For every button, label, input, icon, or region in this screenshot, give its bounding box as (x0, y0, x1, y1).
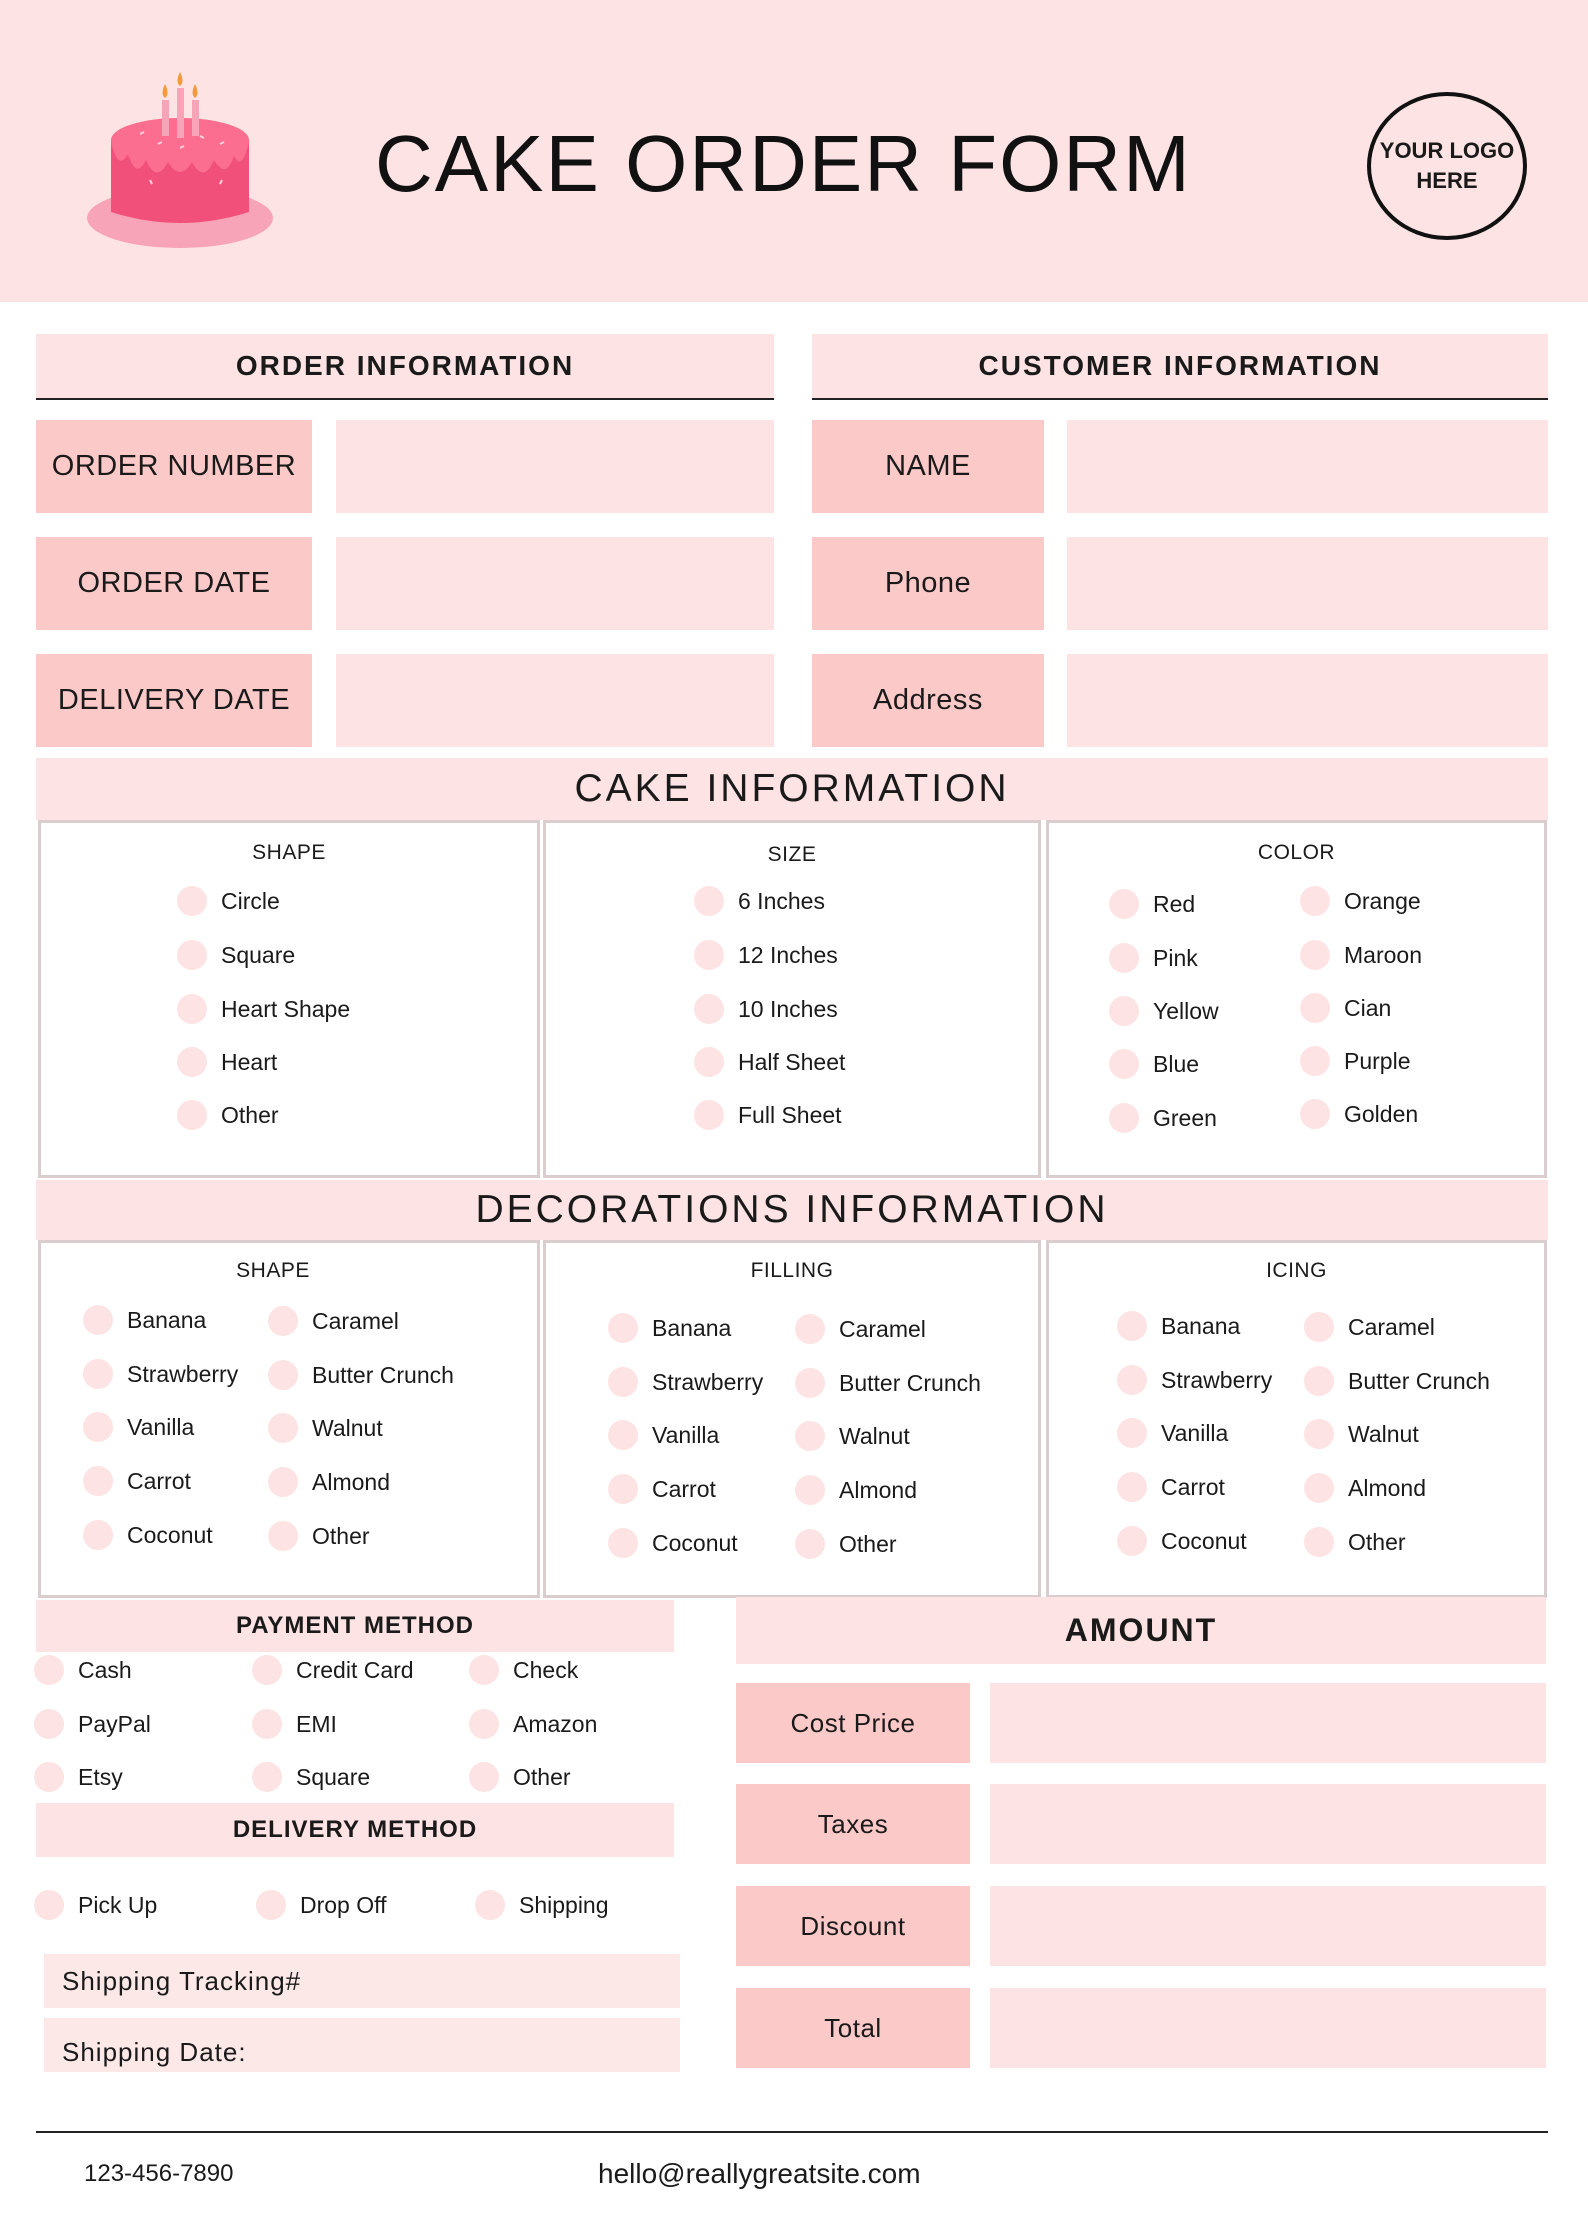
payment-emi[interactable]: EMI (252, 1709, 337, 1739)
radio-circle[interactable] (1117, 1526, 1147, 1556)
flame-right (193, 84, 198, 98)
radio-circle[interactable] (1300, 886, 1330, 916)
delivery-shipping[interactable]: Shipping (475, 1890, 609, 1920)
radio-circle[interactable] (608, 1420, 638, 1450)
cake-icon (80, 72, 280, 258)
radio-circle[interactable] (1304, 1419, 1334, 1449)
option-green[interactable]: Green (1109, 1103, 1217, 1133)
delivery-method-heading: DELIVERY METHOD (36, 1803, 674, 1857)
radio-circle[interactable] (608, 1367, 638, 1397)
radio-circle[interactable] (694, 886, 724, 916)
radio-circle[interactable] (694, 940, 724, 970)
radio-circle[interactable] (83, 1466, 113, 1496)
option-heart-shape[interactable]: Heart Shape (177, 994, 350, 1024)
decor-shape-vanilla[interactable]: Vanilla (83, 1412, 194, 1442)
icing-strawberry[interactable]: Strawberry (1117, 1365, 1272, 1395)
cake-size-panel (543, 820, 1041, 1178)
radio-circle[interactable] (608, 1313, 638, 1343)
radio-circle[interactable] (608, 1474, 638, 1504)
decor-shape-other[interactable]: Other (268, 1521, 370, 1551)
cake-color-panel (1046, 820, 1547, 1178)
radio-circle[interactable] (795, 1421, 825, 1451)
radio-circle[interactable] (1109, 1103, 1139, 1133)
option-12-inches[interactable]: 12 Inches (694, 940, 838, 970)
decor-shape-almond[interactable]: Almond (268, 1467, 390, 1497)
radio-circle[interactable] (177, 886, 207, 916)
filling-butter-crunch[interactable]: Butter Crunch (795, 1368, 981, 1398)
option-6-inches[interactable]: 6 Inches (694, 886, 825, 916)
radio-circle[interactable] (83, 1359, 113, 1389)
decorations-heading: DECORATIONS INFORMATION (36, 1180, 1548, 1240)
radio-circle[interactable] (1117, 1365, 1147, 1395)
radio-circle[interactable] (268, 1413, 298, 1443)
icing-other[interactable]: Other (1304, 1527, 1406, 1557)
radio-circle[interactable] (795, 1314, 825, 1344)
radio-circle[interactable] (34, 1709, 64, 1739)
radio-circle[interactable] (795, 1529, 825, 1559)
discount-label: Discount (736, 1886, 970, 1966)
radio-circle[interactable] (1117, 1472, 1147, 1502)
option-cian[interactable]: Cian (1300, 993, 1391, 1023)
taxes-field[interactable] (990, 1784, 1546, 1864)
option-half-sheet[interactable]: Half Sheet (694, 1047, 845, 1077)
radio-circle[interactable] (1109, 889, 1139, 919)
candle-left (162, 100, 169, 136)
radio-circle[interactable] (475, 1890, 505, 1920)
footer-phone: 123-456-7890 (84, 2160, 234, 2187)
cost-price-label: Cost Price (736, 1683, 970, 1763)
icing-carrot[interactable]: Carrot (1117, 1472, 1225, 1502)
radio-circle[interactable] (1300, 940, 1330, 970)
radio-circle[interactable] (694, 994, 724, 1024)
delivery-date-field[interactable] (336, 654, 774, 747)
delivery-drop-off[interactable]: Drop Off (256, 1890, 387, 1920)
radio-circle[interactable] (252, 1709, 282, 1739)
option-square[interactable]: Square (177, 940, 295, 970)
candle-middle (177, 88, 184, 138)
option-circle[interactable]: Circle (177, 886, 280, 916)
total-field[interactable] (990, 1988, 1546, 2068)
filling-coconut[interactable]: Coconut (608, 1528, 738, 1558)
payment-method-heading: PAYMENT METHOD (36, 1600, 674, 1652)
cake-shape-title: SHAPE (252, 841, 326, 864)
radio-circle[interactable] (1117, 1311, 1147, 1341)
payment-other[interactable]: Other (469, 1762, 571, 1792)
radio-circle[interactable] (694, 1047, 724, 1077)
filling-title: FILLING (750, 1259, 834, 1282)
cake-shape-panel (38, 820, 540, 1178)
radio-circle[interactable] (795, 1368, 825, 1398)
radio-circle[interactable] (83, 1412, 113, 1442)
shipping-tracking-field[interactable] (44, 1954, 680, 2008)
payment-credit-card[interactable]: Credit Card (252, 1655, 414, 1685)
radio-circle[interactable] (469, 1655, 499, 1685)
filling-panel (543, 1240, 1041, 1598)
payment-cash[interactable]: Cash (34, 1655, 132, 1685)
decor-shape-title: SHAPE (236, 1259, 310, 1282)
logo-text-line2: HERE (1416, 168, 1478, 193)
radio-circle[interactable] (177, 1047, 207, 1077)
radio-circle[interactable] (608, 1528, 638, 1558)
radio-circle[interactable] (1300, 993, 1330, 1023)
amount-heading: AMOUNT (736, 1597, 1546, 1664)
radio-circle[interactable] (268, 1521, 298, 1551)
icing-vanilla[interactable]: Vanilla (1117, 1418, 1228, 1448)
address-label: Address (812, 654, 1044, 747)
logo-placeholder (1367, 92, 1527, 240)
shipping-tracking-label: Shipping Tracking# (62, 1965, 302, 1996)
filling-strawberry[interactable]: Strawberry (608, 1367, 763, 1397)
filling-carrot[interactable]: Carrot (608, 1474, 716, 1504)
filling-other[interactable]: Other (795, 1529, 897, 1559)
icing-banana[interactable]: Banana (1117, 1311, 1240, 1341)
order-number-field[interactable] (336, 420, 774, 513)
total-label: Total (736, 1988, 970, 2068)
payment-check[interactable]: Check (469, 1655, 578, 1685)
radio-circle[interactable] (1109, 943, 1139, 973)
logo-text-line1: YOUR LOGO (1379, 138, 1515, 163)
candle-right (192, 100, 199, 136)
option-full-sheet[interactable]: Full Sheet (694, 1100, 842, 1130)
option-blue[interactable]: Blue (1109, 1049, 1199, 1079)
radio-circle[interactable] (177, 994, 207, 1024)
name-label: NAME (812, 420, 1044, 513)
cost-price-field[interactable] (990, 1683, 1546, 1763)
radio-circle[interactable] (1300, 1099, 1330, 1129)
decor-shape-coconut[interactable]: Coconut (83, 1520, 213, 1550)
radio-circle[interactable] (256, 1890, 286, 1920)
option-red[interactable]: Red (1109, 889, 1195, 919)
order-date-field[interactable] (336, 537, 774, 630)
payment-amazon[interactable]: Amazon (469, 1709, 597, 1739)
cake-size-title: SIZE (767, 843, 817, 866)
radio-circle[interactable] (1304, 1366, 1334, 1396)
order-info-heading: ORDER INFORMATION (36, 334, 774, 400)
cake-info-heading: CAKE INFORMATION (36, 758, 1548, 820)
decor-shape-butter-crunch[interactable]: Butter Crunch (268, 1360, 454, 1390)
icing-almond[interactable]: Almond (1304, 1473, 1426, 1503)
flame-left (163, 84, 168, 98)
decor-shape-strawberry[interactable]: Strawberry (83, 1359, 238, 1389)
radio-circle[interactable] (1304, 1312, 1334, 1342)
option-orange[interactable]: Orange (1300, 886, 1421, 916)
phone-label: Phone (812, 537, 1044, 630)
radio-circle[interactable] (1300, 1046, 1330, 1076)
name-field[interactable] (1067, 420, 1548, 513)
radio-circle[interactable] (34, 1890, 64, 1920)
radio-circle[interactable] (1117, 1418, 1147, 1448)
footer-email[interactable]: hello@reallygreatsite.com (598, 2158, 921, 2189)
icing-butter-crunch[interactable]: Butter Crunch (1304, 1366, 1490, 1396)
decor-shape-panel (38, 1240, 540, 1598)
decor-shape-caramel[interactable]: Caramel (268, 1306, 399, 1336)
footer-divider (36, 2131, 1548, 2133)
radio-circle[interactable] (177, 1100, 207, 1130)
flame-middle (178, 72, 183, 86)
icing-caramel[interactable]: Caramel (1304, 1312, 1435, 1342)
radio-circle[interactable] (795, 1475, 825, 1505)
icing-title: ICING (1266, 1259, 1327, 1282)
filling-banana[interactable]: Banana (608, 1313, 731, 1343)
option-golden[interactable]: Golden (1300, 1099, 1418, 1129)
filling-vanilla[interactable]: Vanilla (608, 1420, 719, 1450)
filling-almond[interactable]: Almond (795, 1475, 917, 1505)
payment-etsy[interactable]: Etsy (34, 1762, 123, 1792)
shipping-date-label: Shipping Date: (62, 2036, 247, 2067)
delivery-pick-up[interactable]: Pick Up (34, 1890, 157, 1920)
radio-circle[interactable] (252, 1762, 282, 1792)
icing-coconut[interactable]: Coconut (1117, 1526, 1247, 1556)
delivery-date-label: DELIVERY DATE (36, 654, 312, 747)
discount-field[interactable] (990, 1886, 1546, 1966)
radio-circle[interactable] (34, 1762, 64, 1792)
shipping-date-field[interactable] (44, 2018, 680, 2072)
radio-circle[interactable] (34, 1655, 64, 1685)
radio-circle[interactable] (1109, 1049, 1139, 1079)
customer-info-heading: CUSTOMER INFORMATION (812, 334, 1548, 400)
option-10-inches[interactable]: 10 Inches (694, 994, 838, 1024)
phone-field[interactable] (1067, 537, 1548, 630)
radio-circle[interactable] (469, 1709, 499, 1739)
radio-circle[interactable] (469, 1762, 499, 1792)
page-title: CAKE ORDER FORM (375, 119, 1192, 208)
option-purple[interactable]: Purple (1300, 1046, 1410, 1076)
radio-circle[interactable] (1304, 1473, 1334, 1503)
radio-circle[interactable] (177, 940, 207, 970)
option-yellow[interactable]: Yellow (1109, 996, 1219, 1026)
radio-circle[interactable] (694, 1100, 724, 1130)
payment-square[interactable]: Square (252, 1762, 370, 1792)
cake-color-title: COLOR (1257, 841, 1336, 864)
radio-circle[interactable] (1109, 996, 1139, 1026)
filling-walnut[interactable]: Walnut (795, 1421, 910, 1451)
filling-caramel[interactable]: Caramel (795, 1314, 926, 1344)
decor-shape-banana[interactable]: Banana (83, 1305, 206, 1335)
radio-circle[interactable] (268, 1467, 298, 1497)
option-heart[interactable]: Heart (177, 1047, 277, 1077)
order-date-label: ORDER DATE (36, 537, 312, 630)
radio-circle[interactable] (1304, 1527, 1334, 1557)
decor-shape-carrot[interactable]: Carrot (83, 1466, 191, 1496)
radio-circle[interactable] (268, 1360, 298, 1390)
radio-circle[interactable] (268, 1306, 298, 1336)
payment-paypal[interactable]: PayPal (34, 1709, 151, 1739)
icing-walnut[interactable]: Walnut (1304, 1419, 1419, 1449)
address-field[interactable] (1067, 654, 1548, 747)
option-pink[interactable]: Pink (1109, 943, 1198, 973)
option-other[interactable]: Other (177, 1100, 279, 1130)
decor-shape-walnut[interactable]: Walnut (268, 1413, 383, 1443)
radio-circle[interactable] (83, 1305, 113, 1335)
order-number-label: ORDER NUMBER (36, 420, 312, 513)
option-maroon[interactable]: Maroon (1300, 940, 1422, 970)
taxes-label: Taxes (736, 1784, 970, 1864)
icing-panel (1046, 1240, 1547, 1598)
radio-circle[interactable] (252, 1655, 282, 1685)
radio-circle[interactable] (83, 1520, 113, 1550)
